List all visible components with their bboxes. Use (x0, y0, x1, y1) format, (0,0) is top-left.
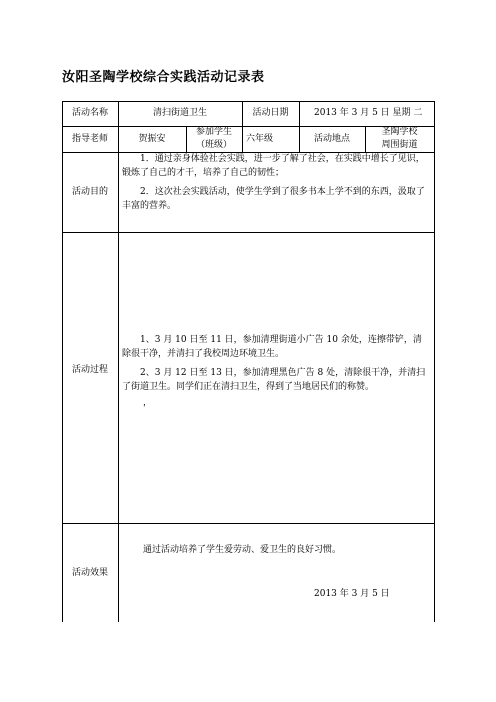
effect-label: 活动效果 (71, 568, 108, 578)
teacher-value: 贺振安 (138, 134, 166, 144)
place-label: 活动地点 (313, 134, 350, 144)
students-label-line1: 参加学生 (195, 127, 232, 137)
place-value-line2: 周围街道 (381, 140, 418, 150)
table-border-right (434, 101, 435, 622)
students-label-line2: （班级） (195, 140, 232, 150)
activity-name-value: 清扫街道卫生 (152, 108, 207, 118)
table-border-left (62, 101, 63, 622)
students-value: 六年级 (246, 134, 274, 144)
column-divider (242, 126, 243, 152)
effect-date: 2013 年 3 月 5 日 (314, 589, 390, 599)
purpose-label: 活动目的 (71, 187, 108, 197)
column-divider (118, 101, 119, 622)
teacher-label: 指导老师 (71, 134, 108, 144)
activity-date-label: 活动日期 (252, 108, 289, 118)
process-paragraph-2: 2、3 月 12 日至 13 日，参加清理黑色广告 8 处，清除很干净，并清扫了街道卫生。同学们正在清扫卫生，得到了当地居民们的称赞。 (122, 368, 426, 392)
place-value-line1: 圣陶学校 (381, 127, 418, 137)
purpose-paragraph-2: 2．这次社会实践活动，使学生学到了很多书本上学不到的东西，汲取了丰富的营养。 (122, 187, 425, 211)
process-mark: ， (143, 398, 153, 408)
column-divider (299, 101, 300, 126)
purpose-paragraph-1: 1．通过亲身体验社会实践，进一步了解了社会，在实践中增长了见识，锻炼了自己的才干，培养了自己的韧性； (122, 154, 425, 178)
process-label: 活动过程 (71, 365, 108, 375)
process-paragraph-1: 1、3 月 10 日至 11 日，参加清理街道小广告 10 余处，连擦带铲，清除很干净，并清扫了我校周边环境卫生。 (122, 335, 422, 359)
activity-date-value: 2013 年 3 月 5 日 星期 二 (314, 108, 423, 118)
effect-text: 通过活动培养了学生爱劳动、爱卫生的良好习惯。 (143, 545, 342, 555)
activity-name-label: 活动名称 (71, 108, 108, 118)
document-title: 汝阳圣陶学校综合实践活动记录表 (62, 70, 265, 85)
